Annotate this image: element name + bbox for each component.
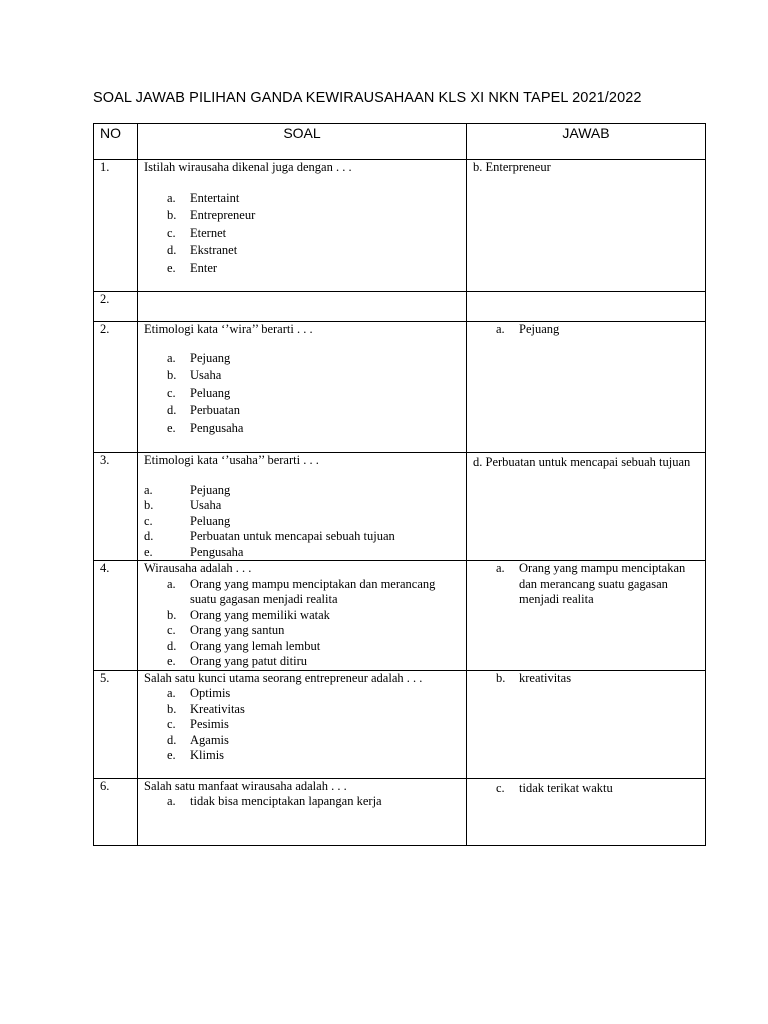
row-number: 4. [94,561,138,671]
option: e. Pengusaha [144,544,244,559]
option: e. Pengusaha [167,420,244,435]
answer-cell [467,160,706,292]
header-no: NO [94,124,138,160]
option: a. Optimis [167,686,231,700]
table-row [94,292,706,322]
option-list [144,350,460,438]
question-cell [138,292,467,322]
header-jawab: JAWAB [467,124,706,160]
question-cell [138,561,467,671]
table-row [94,322,706,453]
option: d. Agamis [167,732,229,747]
option: d. Perbuatan [167,403,240,417]
option: c. Peluang [167,385,231,400]
option: d. Ekstranet [167,243,238,257]
question-text: Salah satu kunci utama seorang entrepreneur adalah . . . [144,670,423,685]
question-cell [138,322,467,453]
header-soal: SOAL [138,124,467,160]
row-number: 6. [94,778,138,845]
page-title: SOAL JAWAB PILIHAN GANDA KEWIRAUSAHAAN KLS XI NKN TAPEL 2021/2022 [93,90,642,106]
option: a. Orang yang mampu menciptakan dan merancang suatu gagasan menjadi realita [167,576,436,606]
option: e. Enter [167,260,218,275]
answer-cell [467,453,706,561]
answer-text: a. Pejuang [496,322,560,336]
option: a. tidak bisa menciptakan lapangan kerja [167,794,382,808]
option: a. Pejuang [144,482,231,497]
row-number: 2. [94,292,138,322]
option: c. Eternet [167,225,227,240]
table-row [94,561,706,671]
answer-text: a. Orang yang mampu menciptakan dan merancang suatu gagasan menjadi realita [496,561,686,606]
option-list [144,483,460,561]
option: c. Orang yang santun [167,623,285,637]
option-list [144,577,460,670]
row-number: 1. [94,160,138,292]
row-number: 2. [94,322,138,453]
question-text: Istilah wirausaha dikenal juga dengan . . . [144,160,352,174]
option: b. Orang yang memiliki watak [167,607,330,622]
question-cell [138,453,467,561]
answer-text: b. Enterpreneur [473,160,551,174]
answer-cell [467,322,706,453]
option: d. Orang yang lemah lembut [167,638,321,653]
option: b. Entrepreneur [167,208,256,222]
question-text: Etimologi kata ‘’wira’’ berarti . . . [144,322,313,336]
question-cell [138,160,467,292]
option-list [144,686,460,764]
answer-text: d. Perbuatan untuk mencapai sebuah tujuan [473,455,691,469]
option: b. Kreativitas [167,701,245,716]
option-list [144,190,460,278]
row-number: 3. [94,453,138,561]
option: e. Orang yang patut ditiru [167,654,307,668]
answer-cell [467,561,706,671]
question-cell [138,778,467,845]
option: a. Pejuang [167,350,231,365]
answer-text: b. kreativitas [496,670,572,685]
option: d. Perbuatan untuk mencapai sebuah tujuan [144,529,395,543]
table-row [94,778,706,845]
question-text: Etimologi kata ‘’usaha’’ berarti . . . [144,453,319,467]
question-cell [138,670,467,778]
question-text: Wirausaha adalah . . . [144,561,252,575]
option: b. Usaha [167,368,222,382]
question-text: Salah satu manfaat wirausaha adalah . . . [144,778,347,793]
question-table [93,123,706,846]
answer-text: c. tidak terikat waktu [496,780,613,795]
table-header-row [94,124,706,160]
answer-cell [467,778,706,845]
option: a. Entertaint [167,190,240,205]
table-row [94,453,706,561]
option: e. Klimis [167,748,225,762]
table-row [94,670,706,778]
option: b. Usaha [144,498,222,512]
answer-cell [467,670,706,778]
row-number: 5. [94,670,138,778]
option-list [144,794,460,810]
option: c. Pesimis [167,717,229,731]
option: c. Peluang [144,513,231,528]
answer-cell [467,292,706,322]
table-row [94,160,706,292]
